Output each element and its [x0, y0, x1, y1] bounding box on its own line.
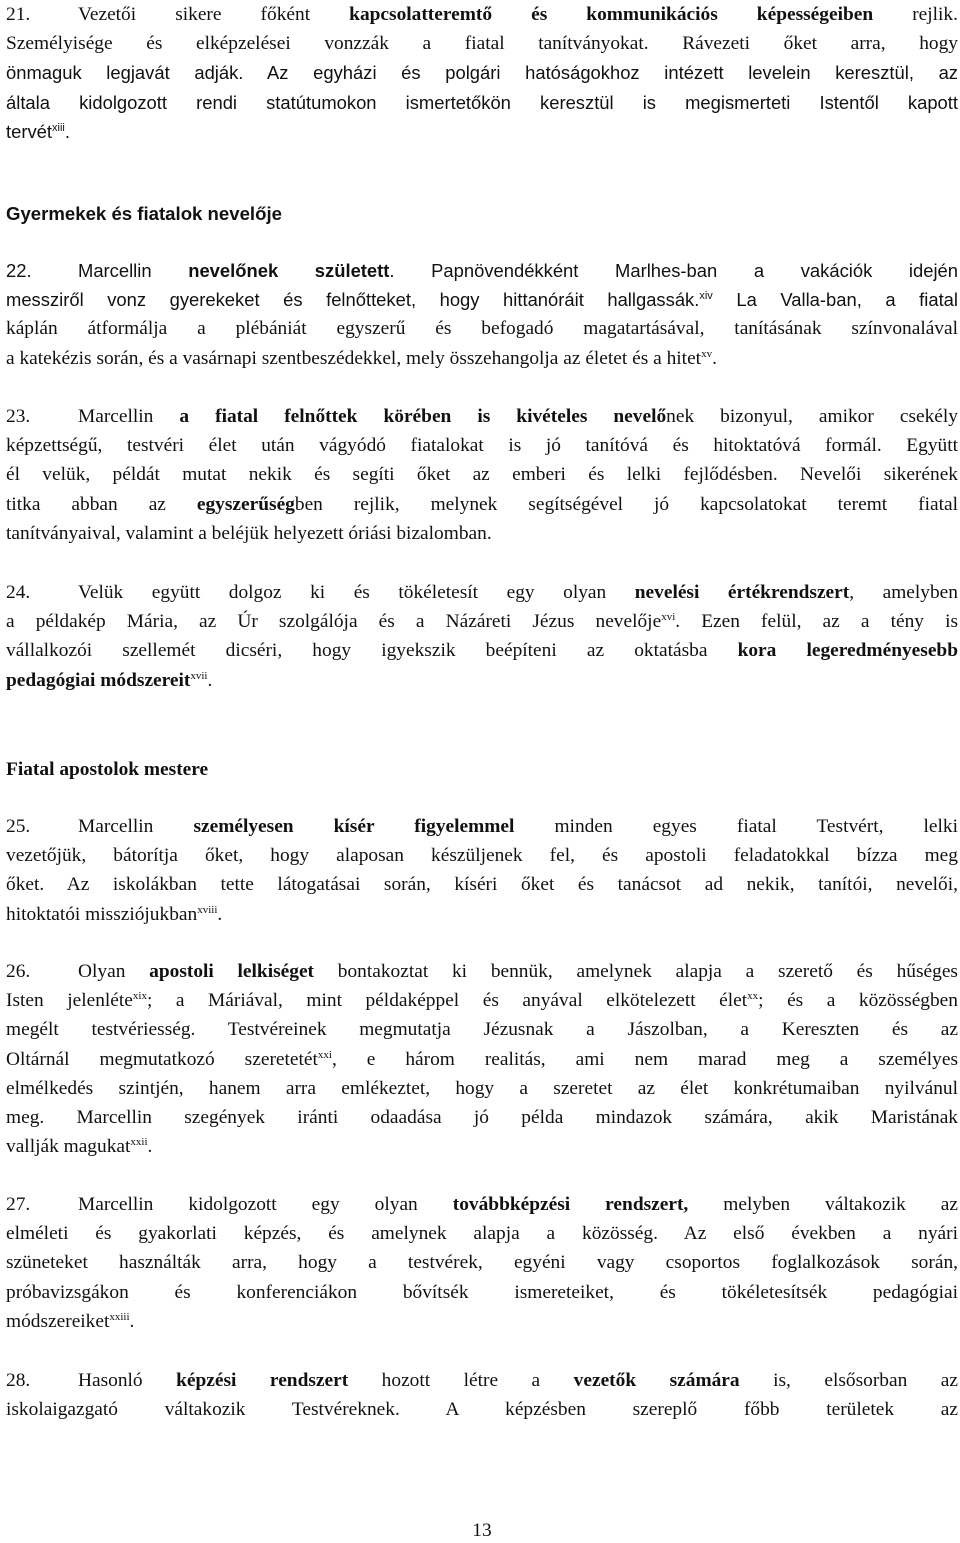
- text-line: káplán átformálja a plébániát egyszerű és befogadó magatartásával, tanításának színvonalával: [6, 318, 958, 340]
- text-run: a példakép Mária, az Úr szolgálója és a Názáreti Jézus nevelője: [6, 611, 662, 633]
- text-line: [6, 957, 958, 986]
- endnote-ref[interactable]: xxi: [317, 1048, 332, 1061]
- paragraph-21: [6, 0, 958, 146]
- text-run: nek bizonyul, amikor csekély: [666, 406, 958, 427]
- endnote-ref[interactable]: xxiii: [109, 1310, 130, 1323]
- text-line: elmélkedés szintjén, hanem arra emlékeztet, hogy a szeretet az élet konkrétumaiban nyilvánul: [6, 1077, 958, 1099]
- text-line: Személyisége és elképzelései vonzzák a fiatal tanítványokat. Rávezeti őket arra, hogy: [6, 33, 958, 55]
- text-run: Olyan: [78, 961, 150, 982]
- text-run: Velük együtt dolgoz ki és tökéletesít egy olyan: [78, 582, 635, 603]
- text-line: [6, 578, 958, 607]
- text-run: hitoktatói missziójukban: [6, 903, 198, 925]
- text-line: [6, 666, 958, 695]
- text-line: [6, 1045, 958, 1074]
- text-run: Marcellin kidolgozott egy olyan: [78, 1194, 453, 1215]
- text-run: , amelyben: [849, 582, 958, 603]
- text-run: . Ezen felül, az a tény is: [675, 611, 958, 633]
- text-line: [6, 1132, 958, 1161]
- text-line: általa kidolgozott rendi statútumokon ismertetőkön keresztül is megismerteti Istentől kapott: [6, 91, 958, 113]
- paragraph-number: 27.: [6, 1194, 31, 1215]
- text-run: Marcellin: [78, 260, 189, 281]
- text-line: szüneteket használták arra, hogy a testvérek, egyéni vagy csoportos foglalkozások során,: [6, 1252, 958, 1274]
- text-line: [6, 1366, 958, 1395]
- bold-text: nevelési értékrendszert: [634, 582, 850, 603]
- text-run: . Papnövendékként Marlhes-ban a vakációk idején: [389, 260, 958, 281]
- section-heading: Gyermekek és fiatalok nevelője: [6, 203, 282, 224]
- endnote-ref[interactable]: xx: [747, 990, 759, 1003]
- paragraph-number: 25.: [6, 816, 31, 837]
- text-run: vallják magukat: [6, 1136, 131, 1158]
- paragraph-26: [6, 957, 958, 1161]
- text-run: minden egyes fiatal Testvért, lelki: [514, 816, 958, 837]
- text-line: [6, 636, 958, 665]
- text-run: Oltárnál megmutatkozó szeretetét: [6, 1048, 318, 1070]
- endnote-ref[interactable]: xiii: [52, 121, 65, 134]
- text-run: .: [129, 1310, 135, 1332]
- text-run: , e három realitás, ami nem marad meg a személyes: [331, 1048, 958, 1070]
- bold-text: egyszerűség: [196, 493, 295, 515]
- text-line: önmaguk legjavát adják. Az egyházi és polgári hatóságokhoz intézett levelein keresztül, az: [6, 62, 958, 84]
- text-line: [6, 117, 958, 146]
- paragraph-25: [6, 812, 958, 929]
- text-line: iskolaigazgató váltakozik Testvéreknek. A képzésben szereplő főbb területek az: [6, 1399, 958, 1421]
- text-run: melyben váltakozik az: [688, 1194, 958, 1215]
- paragraph-number: 21.: [6, 4, 31, 25]
- text-line: [6, 1307, 958, 1336]
- text-line: él velük, példát mutat nekik és segíti őket az emberi és lelki fejlődésben. Nevelői sikerének: [6, 464, 958, 486]
- bold-text: nevelőnek született: [188, 260, 390, 281]
- text-line: [6, 607, 958, 636]
- paragraph-number: 22.: [6, 260, 32, 281]
- page-number: 13: [472, 1520, 492, 1541]
- endnote-ref[interactable]: xxii: [130, 1136, 148, 1149]
- bold-text: a fiatal felnőttek körében is kivételes nevelő: [179, 406, 667, 427]
- bold-text: pedagógiai módszereit: [6, 669, 191, 691]
- paragraph-number: 23.: [6, 406, 31, 427]
- bold-text: apostoli lelkiséget: [149, 961, 315, 982]
- text-line: őket. Az iskolákban tette látogatásai során, kíséri őket és tanácsot ad nekik, tanítói, nevelői,: [6, 874, 958, 896]
- endnote-ref[interactable]: xix: [132, 990, 147, 1003]
- endnote-ref[interactable]: xviii: [197, 903, 218, 916]
- text-run: Isten jelenléte: [6, 990, 133, 1012]
- bold-text: személyesen kísér figyelemmel: [193, 816, 515, 837]
- endnote-ref[interactable]: xv: [701, 347, 713, 360]
- text-line: megélt testvériesség. Testvéreinek megmutatja Jézusnak a Jászolban, a Kereszten és az: [6, 1019, 958, 1041]
- text-run: rejlik.: [873, 4, 958, 25]
- text-run: bontakoztat ki bennük, amelynek alapja a szerető és hűséges: [314, 961, 958, 982]
- text-run: .: [207, 669, 213, 691]
- document-page: [6, 0, 958, 1543]
- text-run: hozott létre a: [348, 1370, 574, 1391]
- paragraph-number: 28.: [6, 1370, 31, 1391]
- bold-text: kora legeredményesebb: [737, 640, 958, 662]
- bold-text: kapcsolatteremtő és kommunikációs képességeiben: [349, 4, 874, 25]
- paragraph-28: [6, 1366, 958, 1424]
- text-line: [6, 490, 958, 519]
- text-run: La Valla-ban, a fiatal: [712, 289, 958, 311]
- endnote-ref[interactable]: xvi: [661, 611, 676, 624]
- paragraph-27: [6, 1190, 958, 1336]
- text-run: ; a Máriával, mint példaképpel és anyával elkötelezett élet: [146, 990, 748, 1012]
- text-run: titka abban az: [6, 493, 197, 515]
- text-run: Marcellin: [78, 816, 194, 837]
- paragraph-number: 24.: [6, 582, 31, 603]
- text-run: .: [147, 1136, 153, 1158]
- text-line: elméleti és gyakorlati képzés, és amelynek alapja a közösség. Az első években a nyári: [6, 1223, 958, 1245]
- text-run: ; és a közösségben: [758, 990, 958, 1012]
- endnote-ref[interactable]: xvii: [190, 669, 208, 682]
- text-line: [6, 344, 958, 373]
- bold-text: képzési rendszert: [176, 1370, 349, 1391]
- text-line: tanítványaival, valamint a beléjük helyezett óriási bizalomban.: [6, 522, 492, 544]
- text-run: is, elsősorban az: [739, 1370, 958, 1391]
- paragraph-23: [6, 402, 958, 548]
- text-line: [6, 1190, 958, 1219]
- text-line: [6, 285, 958, 314]
- bold-text: továbbképzési rendszert,: [452, 1194, 689, 1215]
- text-run: .: [712, 347, 717, 369]
- text-line: [6, 900, 958, 929]
- text-run: tervét: [6, 120, 52, 142]
- bold-text: vezetők számára: [573, 1370, 740, 1391]
- text-line: vezetőjük, bátorítja őket, hogy alaposan készüljenek fel, és apostoli feladatokkal bízza meg: [6, 845, 958, 867]
- text-line: [6, 986, 958, 1015]
- text-run: Vezetői sikere főként: [78, 4, 350, 25]
- paragraph-24: [6, 578, 958, 695]
- text-line: próbavizsgákon és konferenciákon bővítsék ismereteiket, és tökéletesítsék pedagógiai: [6, 1281, 958, 1303]
- text-line: [6, 812, 958, 841]
- text-run: .: [217, 903, 223, 925]
- text-line: [6, 0, 958, 29]
- text-run: Hasonló: [78, 1370, 177, 1391]
- section-heading: Fiatal apostolok mestere: [6, 759, 209, 780]
- paragraph-number: 26.: [6, 961, 31, 982]
- text-run: Marcellin: [78, 406, 180, 427]
- paragraph-22: [6, 256, 958, 373]
- text-line: [6, 402, 958, 431]
- text-line: meg. Marcellin szegények iránti odaadása jó példa mindazok számára, akik Maristának: [6, 1106, 958, 1128]
- endnote-ref[interactable]: xiv: [699, 290, 713, 303]
- text-run: .: [64, 120, 70, 142]
- text-run: vállalkozói szellemét dicséri, hogy igyekszik beépíteni az oktatásba: [6, 640, 738, 662]
- text-run: a katekézis során, és a vasárnapi szentbeszédekkel, mely összehangolja az életet és a hitet: [6, 347, 702, 369]
- text-run: módszereiket: [6, 1310, 110, 1332]
- text-run: messziről vonz gyerekeket és felnőtteket, hogy hittanóráit hallgassák.: [6, 289, 700, 311]
- text-run: ben rejlik, melynek segítségével jó kapcsolatokat teremt fiatal: [294, 493, 958, 515]
- text-line: [6, 256, 958, 285]
- text-line: képzettségű, testvéri élet után vágyódó fiatalokat is jó tanítóvá és hitoktatóvá formál. Együtt: [6, 435, 958, 457]
